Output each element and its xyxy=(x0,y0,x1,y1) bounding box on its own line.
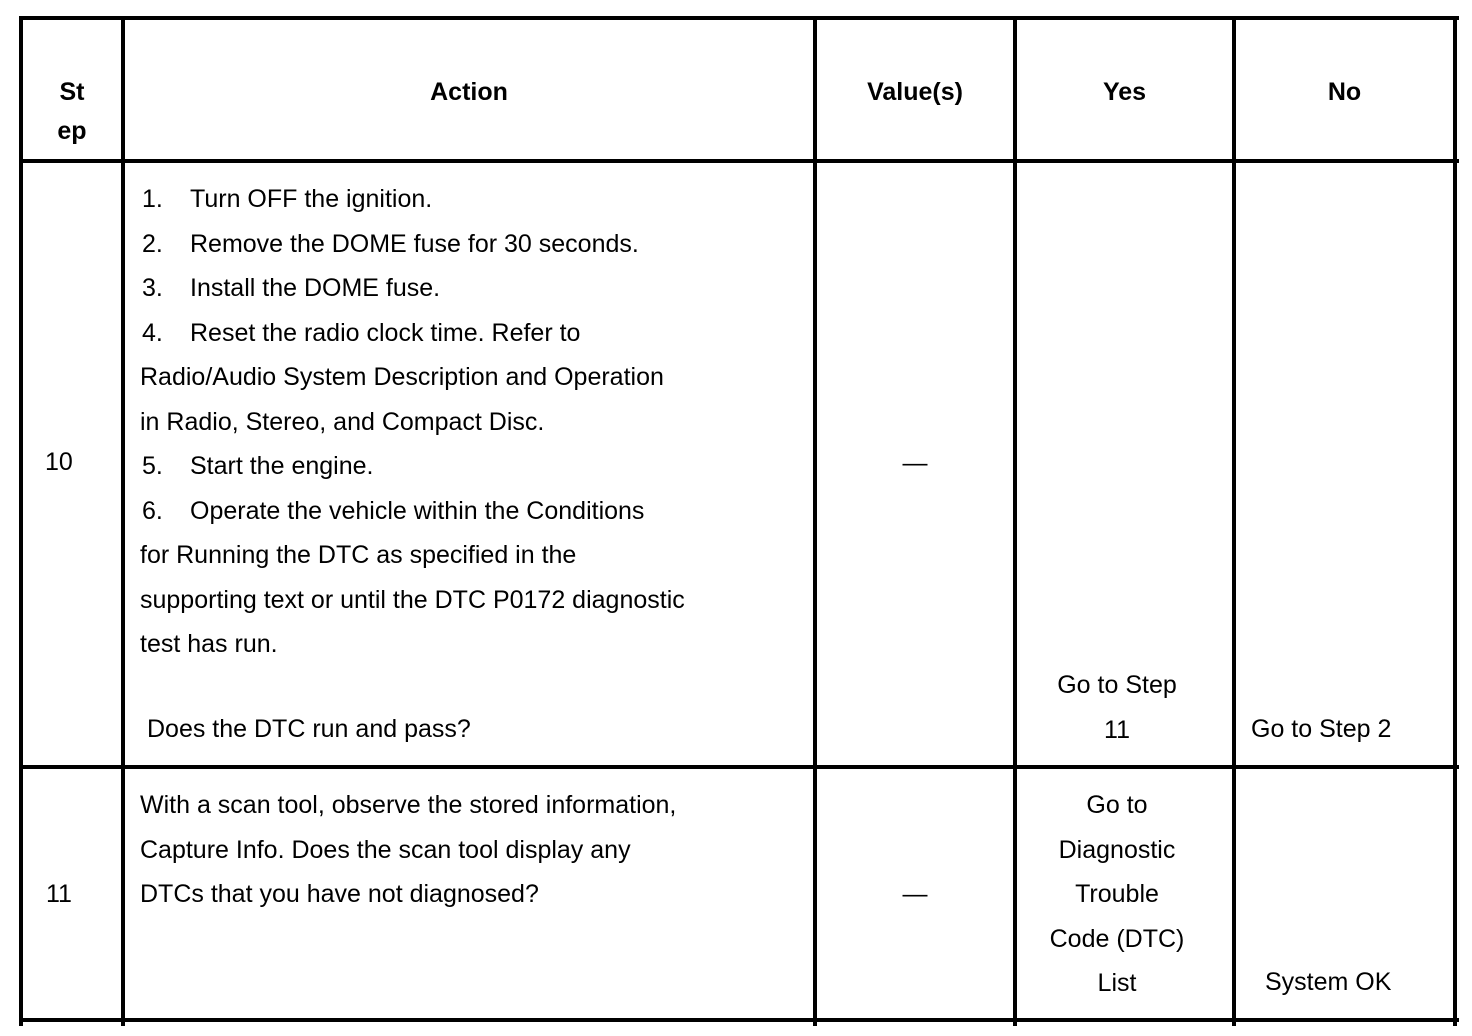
action-continuation: supporting text or until the DTC P0172 diagnostic xyxy=(140,585,685,614)
step-11-yes-line: Code (DTC) xyxy=(1049,924,1185,953)
step-11-value: — xyxy=(902,880,928,908)
action-line: DTCs that you have not diagnosed? xyxy=(140,880,539,908)
action-continuation: in Radio, Stereo, and Compact Disc. xyxy=(140,407,545,436)
step-10-yes-line: Go to Step xyxy=(1057,671,1177,699)
step-10-number: 10 xyxy=(45,448,73,476)
step-11-yes-line: Trouble xyxy=(1075,880,1159,908)
step-11-action xyxy=(140,783,810,917)
step-11-number: 11 xyxy=(46,880,72,908)
table-border-bottom xyxy=(19,1018,1459,1022)
step-10-yes xyxy=(1017,663,1217,752)
table-border-right xyxy=(1453,16,1457,1026)
header-step-line-2: ep xyxy=(57,117,87,145)
action-item: 5. Start the engine. xyxy=(142,452,374,480)
action-line: Capture Info. Does the scan tool display any xyxy=(140,835,631,864)
header-step-line-1: St xyxy=(59,78,85,106)
step-11-yes-line: Diagnostic xyxy=(1058,835,1176,864)
header-no: No xyxy=(1327,78,1362,106)
diagnostic-table xyxy=(19,16,1459,1026)
step-10-question: Does the DTC run and pass? xyxy=(147,715,471,743)
step-10-action xyxy=(140,177,810,667)
action-item: 2. Remove the DOME fuse for 30 seconds. xyxy=(142,229,639,258)
action-list xyxy=(140,177,810,667)
header-values: Value(s) xyxy=(867,78,963,106)
step-10-value: — xyxy=(902,449,928,477)
column-divider-step xyxy=(121,16,125,1026)
header-step xyxy=(23,73,121,151)
header-yes: Yes xyxy=(1102,78,1147,106)
action-item: 3. Install the DOME fuse. xyxy=(142,274,441,302)
action-item: 1. Turn OFF the ignition. xyxy=(142,185,433,213)
step-11-yes-line: List xyxy=(1097,969,1137,997)
action-item: 4. Reset the radio clock time. Refer to xyxy=(142,318,581,347)
column-divider-yes xyxy=(1232,16,1236,1026)
action-continuation: Radio/Audio System Description and Operation xyxy=(140,363,664,391)
step-11-yes xyxy=(1017,783,1217,1006)
action-continuation: test has run. xyxy=(140,630,278,658)
action-line: With a scan tool, observe the stored information, xyxy=(140,791,677,819)
table-border-left xyxy=(19,16,23,1026)
step-11-no: System OK xyxy=(1265,968,1392,996)
action-item: 6. Operate the vehicle within the Conditions xyxy=(142,496,645,525)
step-10-yes-line: 11 xyxy=(1104,715,1130,744)
row-divider xyxy=(19,765,1459,769)
action-continuation: for Running the DTC as specified in the xyxy=(140,541,577,569)
header-divider xyxy=(19,159,1459,163)
table-border-top xyxy=(19,16,1459,20)
step-11-yes-line: Go to xyxy=(1086,791,1148,819)
step-10-no: Go to Step 2 xyxy=(1251,715,1392,743)
header-action: Action xyxy=(430,78,508,106)
